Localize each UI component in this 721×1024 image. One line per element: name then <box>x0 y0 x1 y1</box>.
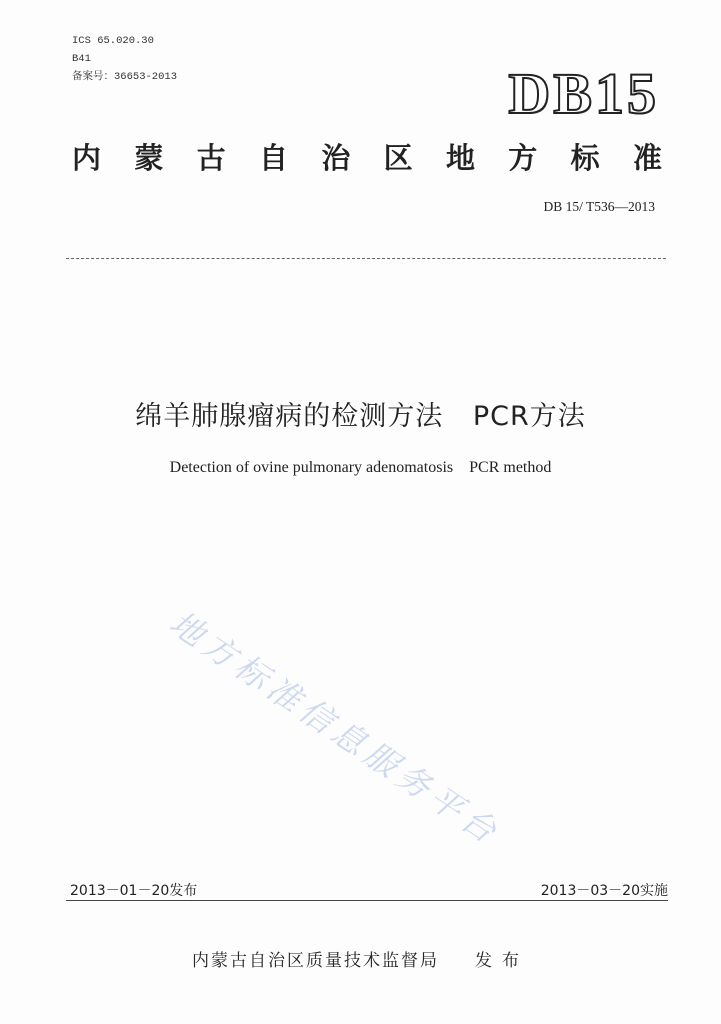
issuer-name: 内蒙古自治区质量技术监督局 <box>192 951 439 971</box>
title-chinese: 绵羊肺腺瘤病的检测方法 PCR方法 <box>135 401 586 432</box>
heading-char: 自 <box>258 141 288 175</box>
issuer-row <box>0 946 721 971</box>
heading-char: 方 <box>508 141 538 175</box>
issue-date: 2013－01－20发布 <box>70 883 198 899</box>
heading-char: 内 <box>72 141 102 175</box>
classification-block <box>72 32 177 86</box>
heading-char: 标 <box>570 141 600 175</box>
title-english-sub: PCR method <box>469 459 552 476</box>
standard-code: DB 15/ T536—2013 <box>543 199 655 214</box>
ccs-code: B41 <box>72 53 91 65</box>
heading-char: 治 <box>321 141 351 175</box>
filing-number: 备案号：36653-2013 <box>72 71 178 83</box>
ics-code: ICS 65.020.30 <box>72 35 154 47</box>
implement-date: 2013－03－20实施 <box>540 883 668 899</box>
date-row <box>70 880 668 900</box>
publish-label: 发布 <box>475 951 529 971</box>
heading-char: 准 <box>632 141 662 175</box>
title-english-main: Detection of ovine pulmonary adenomatosis <box>169 459 454 476</box>
heading-char: 蒙 <box>134 141 164 175</box>
heading-char: 古 <box>196 141 226 175</box>
title-english <box>0 459 721 477</box>
heading-char: 区 <box>383 141 413 175</box>
top-divider <box>66 258 666 259</box>
bottom-divider <box>66 900 668 901</box>
standard-type-heading <box>72 136 662 177</box>
watermark: 地方标准信息服务平台 <box>162 602 508 854</box>
heading-char: 地 <box>445 141 475 175</box>
db15-logo: DB15 <box>508 61 659 126</box>
title-gap <box>453 459 469 476</box>
